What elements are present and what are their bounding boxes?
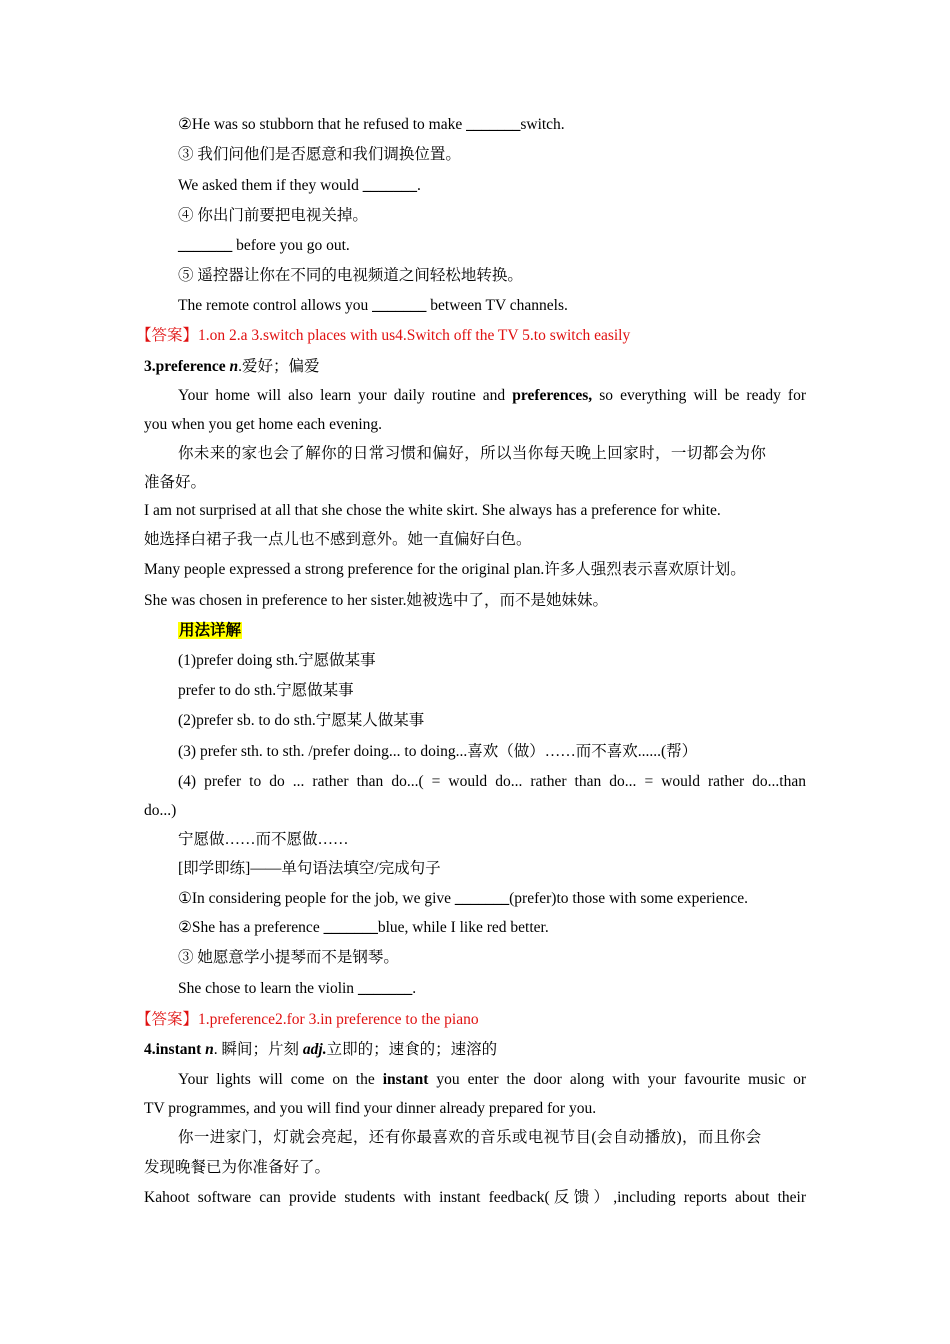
example-1-cn: 她选择白裙子我一点儿也不感到意外。她一直偏好白色。 xyxy=(144,531,532,548)
usage-4-line-1: (4) prefer to do ... rather than do...( = would do... rather than do... = would rather do...than xyxy=(178,773,806,790)
answer-key-1: 【答案】1.on 2.a 3.switch places with us4.Switch off the TV 5.to switch easily xyxy=(136,327,631,344)
usage-3: (3) prefer sth. to sth. /prefer doing... to doing...喜欢（做）……而不喜欢......(帮） xyxy=(178,743,698,760)
exercise-2: ②He was so stubborn that he refused to make _______switch. xyxy=(178,116,565,133)
example-3: She was chosen in preference to her sister.她被选中了，而不是她妹妹。 xyxy=(144,592,609,609)
exercise-5-en: The remote control allows you _______ between TV channels. xyxy=(178,297,568,314)
exercise-3-cn: ③ 我们问他们是否愿意和我们调换位置。 xyxy=(178,146,461,163)
exercise-4-en: _______ before you go out. xyxy=(178,237,350,254)
usage-2: (2)prefer sb. to do sth.宁愿某人做某事 xyxy=(178,712,425,729)
heading-preference: 3.preference n.爱好；偏爱 xyxy=(144,358,320,375)
answer-key-2: 【答案】1.preference2.for 3.in preference to the piano xyxy=(136,1011,479,1028)
practice-3-cn: ③ 她愿意学小提琴而不是钢琴。 xyxy=(178,949,399,966)
example-2: Many people expressed a strong preference for the original plan.许多人强烈表示喜欢原计划。 xyxy=(144,561,746,578)
paragraph-3-line-1: Your lights will come on the instant you enter the door along with your favourite music or xyxy=(178,1071,806,1088)
usage-highlight: 用法详解 xyxy=(179,622,242,639)
usage-4-line-2: do...) xyxy=(144,802,177,819)
practice-1: ①In considering people for the job, we give _______(prefer)to those with some experience. xyxy=(178,890,748,907)
paragraph-4-line-2: 发现晚餐已为你准备好了。 xyxy=(144,1159,331,1176)
usage-4-meaning: 宁愿做……而不愿做…… xyxy=(178,831,349,848)
paragraph-2-line-1: 你未来的家也会了解你的日常习惯和偏好，所以当你每天晚上回家时，一切都会为你 xyxy=(178,445,767,462)
practice-2: ②She has a preference _______blue, while I like red better. xyxy=(178,919,549,936)
usage-1b: prefer to do sth.宁愿做某事 xyxy=(178,682,354,699)
practice-3-en: She chose to learn the violin _______. xyxy=(178,980,417,997)
practice-heading: [即学即练]——单句语法填空/完成句子 xyxy=(178,860,441,877)
heading-instant: 4.instant n. 瞬间；片刻 adj.立即的；速食的；速溶的 xyxy=(144,1041,498,1058)
paragraph-3-line-2: TV programmes, and you will find your dinner already prepared for you. xyxy=(144,1100,597,1117)
paragraph-1-line-2: you when you get home each evening. xyxy=(144,416,383,433)
paragraph-1-line-1: Your home will also learn your daily routine and preferences, so everything will be ready for xyxy=(178,387,806,404)
usage-1: (1)prefer doing sth.宁愿做某事 xyxy=(178,652,376,669)
exercise-3-en: We asked them if they would _______. xyxy=(178,177,421,194)
exercise-5-cn: ⑤ 遥控器让你在不同的电视频道之间轻松地转换。 xyxy=(178,267,523,284)
paragraph-5-line-1: Kahoot software can provide students with instant feedback(反馈）,including reports about their xyxy=(144,1189,806,1206)
paragraph-2-line-2: 准备好。 xyxy=(144,474,207,491)
usage-heading xyxy=(178,621,806,641)
exercise-4-cn: ④ 你出门前要把电视关掉。 xyxy=(178,207,368,224)
paragraph-4-line-1: 你一进家门，灯就会亮起，还有你最喜欢的音乐或电视节目(会自动播放)，而且你会 xyxy=(178,1129,762,1146)
example-1: I am not surprised at all that she chose the white skirt. She always has a preference for white. xyxy=(144,502,721,519)
